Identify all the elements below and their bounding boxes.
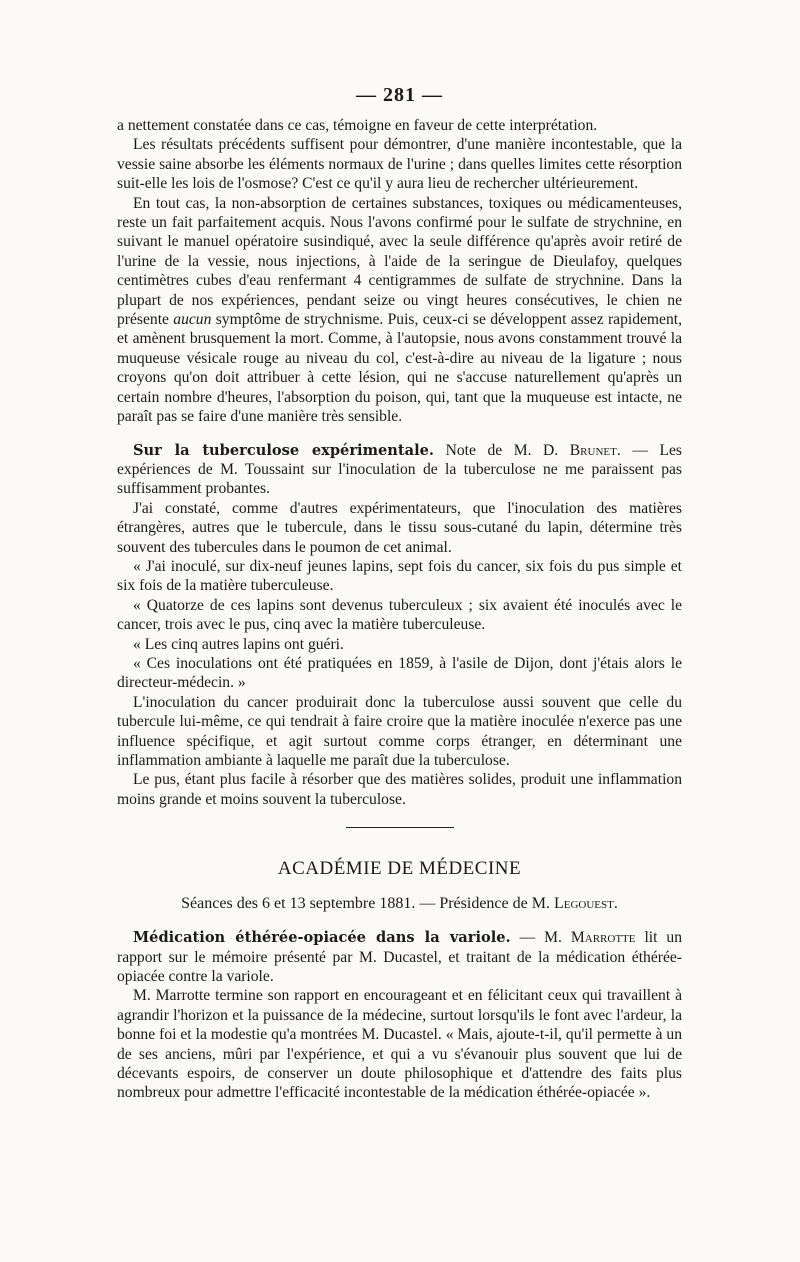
section-heading: Sur la tuberculose expérimentale. (133, 441, 435, 459)
paragraph: a nettement constatée dans ce cas, témoigne en faveur de cette interprétation. (117, 117, 598, 134)
quote-paragraph: « Les cinq autres lapins ont guéri. (133, 635, 344, 653)
paragraph: M. Marrotte termine son rapport en encourageant et en félicitant ceux qui travaillent à agrandir l'horizon et la puissance de la médecine, surtout lorsqu'ils le font avec l'ardeur, la bonne foi et la modestie qu'a montrées M. Ducastel. « Mais, ajoute-t-il, qu'il permette à un de ses anciens, mûri par l'expérience, et qui a vu s'évanouir plus souvent que lui de décevants espoirs, de conserver un doute philosophique et d'attendre des faits plus nombreux pour admettre l'efficacité incontestable de la médication éthérée-opiacée ». (117, 987, 682, 1102)
president-name: Legouest (553, 895, 614, 913)
quote-paragraph: « Ces inoculations ont été pratiquées en 1859, à l'asile de Dijon, dont j'étais alors le directeur-médecin. » (117, 654, 682, 692)
paragraph: Le pus, étant plus facile à résorber que des matières solides, produit une inflammation moins grande et moins souvent la tuberculose. (117, 771, 682, 808)
author-name: Marrotte (570, 929, 636, 947)
sessions-line (117, 895, 682, 913)
paragraph-text: En tout cas, la non-absorption de certaines substances, toxiques ou médicamenteuses, reste un fait parfaitement acquis. Nous l'avons confirmé pour le sulfate de strychnine, en suivant le manuel opératoire susindiqué, avec la seule différence qu'après avoir retiré de l'urine de la vessie, nous injections, à l'aide de la seringue de Dieulafoy, quelques centimètres cubes d'eau renfermant 4 centigrammes de sulfate de strychnine. Dans la plupart de nos expériences, pendant seize ou vingt heures consécutives, le chien ne présente (117, 194, 682, 329)
paragraph: J'ai constaté, comme d'autres expérimentateurs, que l'inoculation des matières étrangères, autres que le tubercule, dans le tissu sous-cutané du lapin, détermine très souvent des tubercules dans le poumon de cet animal. (117, 499, 682, 556)
sessions-end: . (613, 895, 618, 913)
note-text: . — Les expériences de M. Toussaint sur l'inoculation de la tuberculose ne me paraissent pas suffisamment probantes. (117, 441, 682, 498)
section-heading: Médication éthérée-opiacée dans la variole. (133, 929, 511, 947)
emphasis-text: aucun (173, 311, 212, 329)
intro-text: — M. (519, 929, 562, 947)
note-intro: Note de M. D. (445, 441, 559, 459)
quote-paragraph: « J'ai inoculé, sur dix-neuf jeunes lapins, sept fois du cancer, six fois du pus simple et six fois de la matière tuberculeuse. (117, 557, 682, 595)
quote-paragraph: « Quatorze de ces lapins sont devenus tuberculeux ; six avaient été inoculés avec le cancer, trois avec le pus, cinq avec la matière tuberculeuse. (117, 596, 682, 634)
sessions-text: Séances des 6 et 13 septembre 1881. — Présidence de M. (181, 895, 550, 913)
paragraph: L'inoculation du cancer produirait donc la tuberculose aussi souvent que celle du tubercule lui-même, ce qui tendrait à faire croire que la matière inoculée n'exerce pas une influence spécifique, et agit surtout comme corps étranger, en déterminant une inflammation ambiante à laquelle me paraît due la tuberculose. (117, 693, 682, 769)
paragraph (117, 194, 682, 427)
variole-intro (117, 928, 682, 986)
section-divider (346, 827, 454, 828)
author-name: Brunet (569, 441, 617, 459)
section-title: ACADÉMIE DE MÉDECINE (277, 858, 522, 880)
page-number: — 281 — (356, 84, 443, 106)
paragraph: Les résultats précédents suffisent pour démontrer, d'une manière incontestable, que la vessie saine absorbe les éléments normaux de l'urine ; dans quelles limites cette résorption suit-elle les lois de l'osmose? C'est ce qu'il y aura lieu de rechercher ultérieurement. (117, 136, 682, 193)
paragraph-text: lit un rapport sur le mémoire présenté par M. Ducastel, et traitant de la médication éthérée-opiacée contre la variole. (117, 929, 682, 986)
paragraph-text: symptôme de strychnisme. Puis, ceux-ci se développent assez rapidement, et amènent brusquement la mort. Comme, à l'autopsie, nous avons constamment trouvé la muqueuse vésicale rouge au niveau du col, c'est-à-dire au niveau de la ligature ; nous croyons qu'on doit attribuer à cette lésion, qui ne s'accuse naturellement qu'après un certain nombre d'heures, l'absorption du poison, qui, tant que la muqueuse est intacte, ne paraît pas se faire d'une manière très sensible. (117, 311, 682, 426)
tuberculose-intro (117, 441, 682, 499)
